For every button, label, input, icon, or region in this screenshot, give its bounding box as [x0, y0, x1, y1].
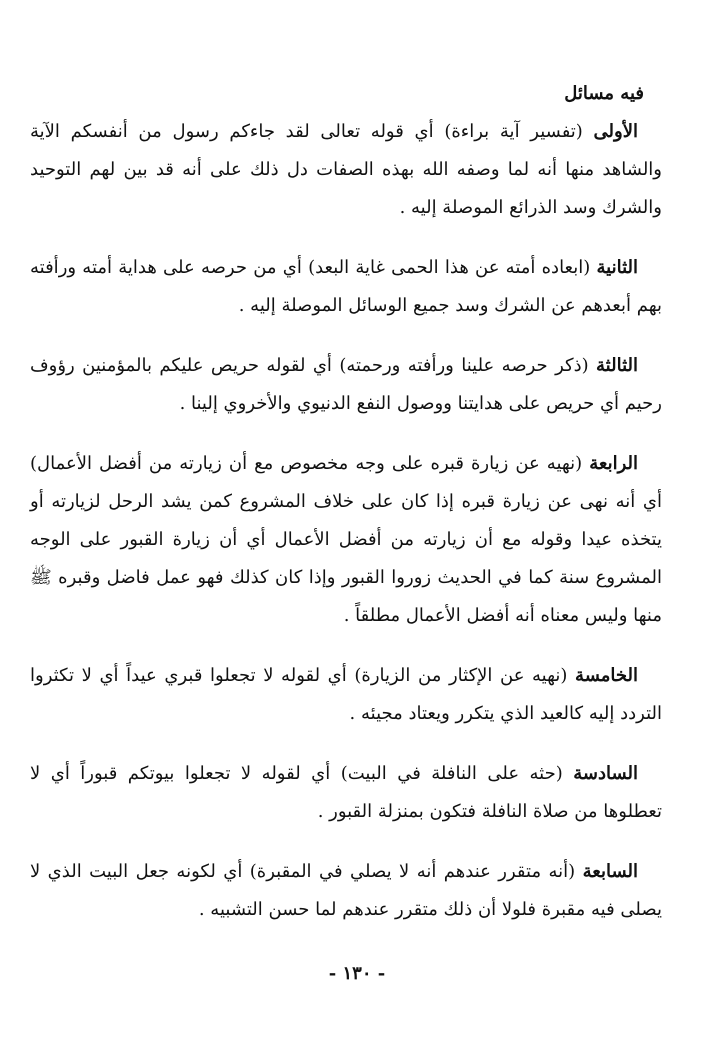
- issue-paragraph-4: [30, 445, 662, 635]
- issue-lead-5: الخامسة: [575, 665, 638, 686]
- section-heading: فيه مسائل: [564, 83, 644, 104]
- issue-lead-7: السابعة: [582, 861, 638, 882]
- issue-lead-3: الثالثة: [596, 355, 638, 376]
- issue-paragraph-6: [30, 755, 662, 831]
- issue-text-3: (ذكر حرصه علينا ورأفته ورحمته) أي لقوله حريص عليكم بالمؤمنين رؤوف رحيم أي حريص على هدايتنا ووصول النفع الدنيوي والأخروي إلينا .: [30, 355, 662, 414]
- issue-text-4: (نهيه عن زيارة قبره على وجه مخصوص مع أن زيارته من أفضل الأعمال) أي أنه نهى عن زيارة قبره إذا كان على خلاف المشروع كمن يشد الرحل لزيارته أو يتخذه عيدا وقوله مع أن زيارته من أفضل الأعمال أي أن زيارة القبور على الوجه المشروع سنة كما في الحديث زوروا القبور وإذا كان كذلك فهو عمل فاضل وقبره ﷺ منها وليس معناه أنه أفضل الأعمال مطلقاً .: [30, 453, 662, 626]
- issue-text-6: (حثه على النافلة في البيت) أي لقوله لا تجعلوا بيوتكم قبوراً أي لا تعطلوها من صلاة النافلة فتكون بمنزلة القبور .: [30, 763, 662, 822]
- issue-paragraph-5: [30, 657, 662, 733]
- issue-text-1: (تفسير آية براءة) أي قوله تعالى لقد جاءكم رسول من أنفسكم الآية والشاهد منها أنه لما وصفه الله بهذه الصفات دل ذلك على أنه قد بين لهم التوحيد والشرك وسد الذرائع الموصلة إليه .: [30, 121, 662, 218]
- issue-lead-4: الرابعة: [589, 453, 638, 474]
- issue-lead-2: الثانية: [596, 257, 638, 278]
- issue-text-2: (ابعاده أمته عن هذا الحمى غاية البعد) أي من حرصه على هداية أمته ورأفته بهم أبعدهم عن الشرك وسد جميع الوسائل الموصلة إليه .: [30, 257, 662, 316]
- page-number: - ١٣٠ -: [328, 963, 386, 984]
- issue-text-7: (أنه متقرر عندهم أنه لا يصلي في المقبرة) أي لكونه جعل البيت الذي لا يصلى فيه مقبرة فلولا أن ذلك متقرر عندهم لما حسن التشبيه .: [30, 861, 662, 920]
- issue-paragraph-2: [30, 249, 662, 325]
- page-body: [30, 75, 662, 951]
- issue-paragraph-3: [30, 347, 662, 423]
- issue-text-5: (نهيه عن الإكثار من الزيارة) أي لقوله لا تجعلوا قبري عيداً أي لا تكثروا التردد إليه كالعيد الذي يتكرر ويعتاد مجيئه .: [30, 665, 662, 724]
- issue-lead-6: السادسة: [573, 763, 638, 784]
- issue-paragraph-7: [30, 853, 662, 929]
- issue-lead-1: الأولى: [593, 121, 638, 142]
- issue-paragraph-1: [30, 113, 662, 227]
